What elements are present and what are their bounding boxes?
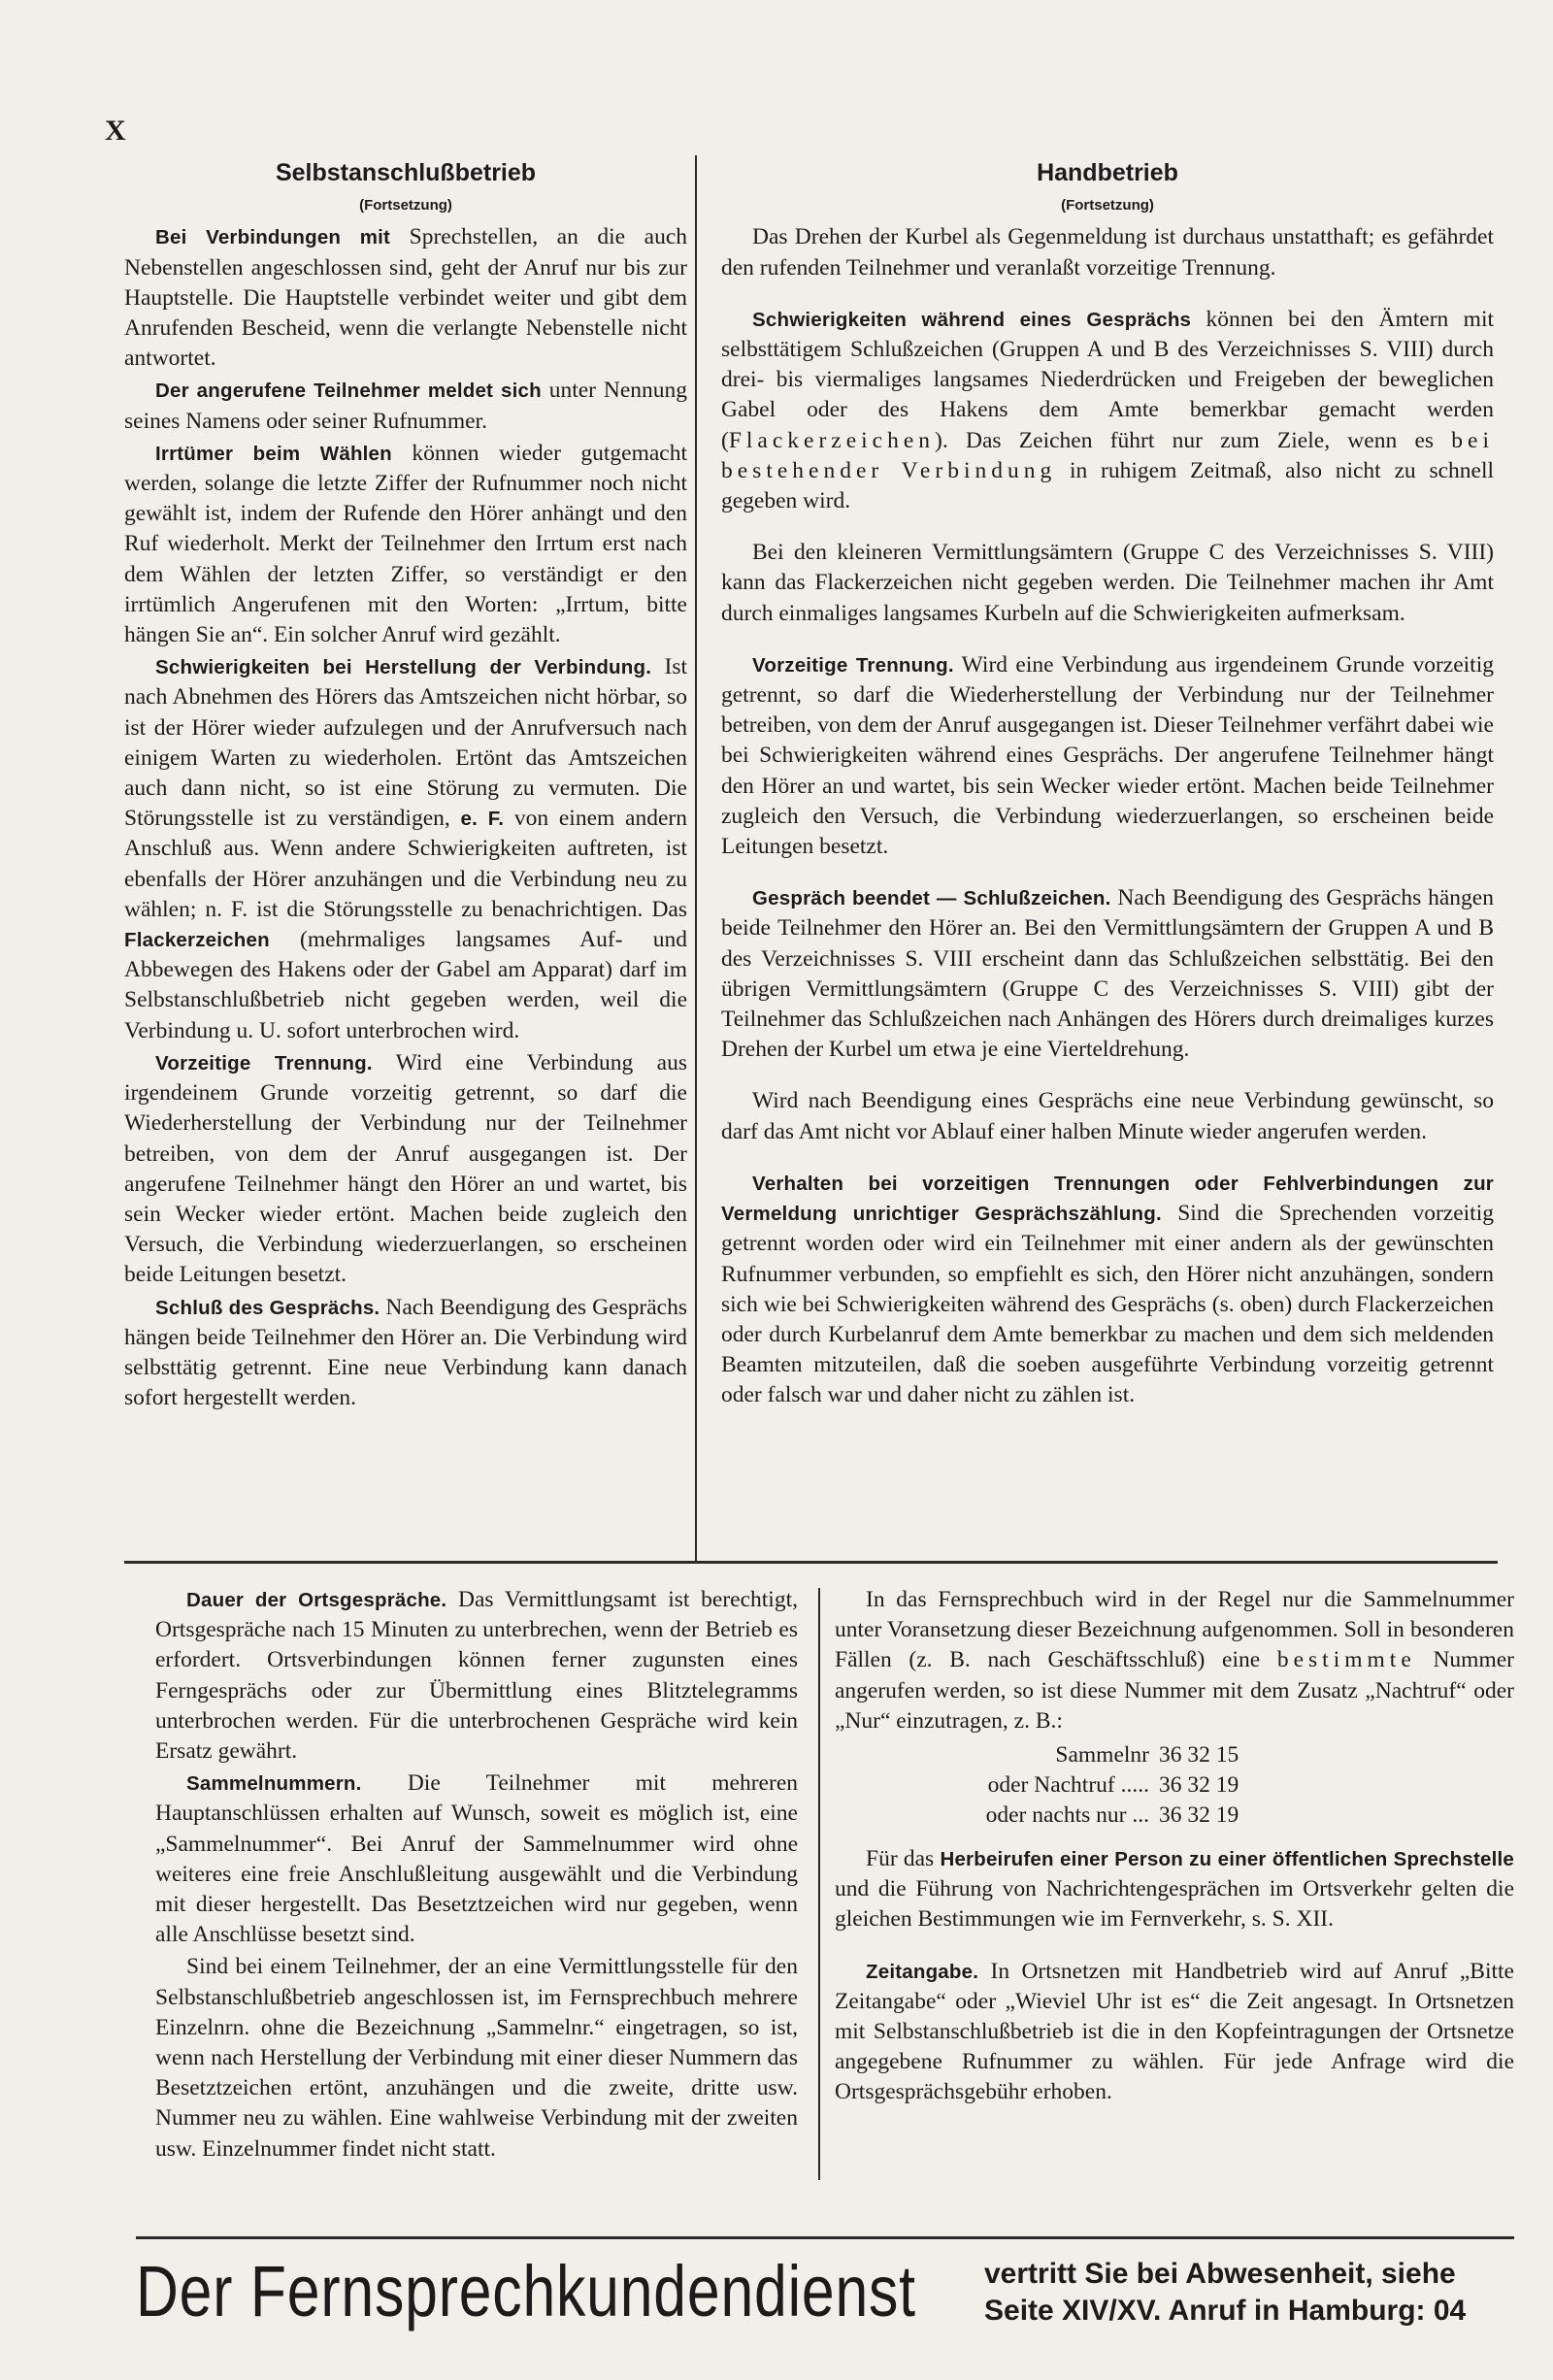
paragraph: Bei den kleineren Vermittlungsämtern (Gruppe C des Verzeichnisses S. VIII) kann das Flackerzeichen nicht gegeben werden. Die Teilnehmer machen ihr Amt durch einmaliges langsames Kurbeln auf die Schwierigkeiten aufmerksam. bbox=[721, 540, 1494, 626]
number-example-row: oder nachts nur ... 36 32 19 bbox=[985, 1802, 1239, 1829]
footer-note-line: vertritt Sie bei Abwesenheit, siehe bbox=[984, 2258, 1456, 2290]
paragraph: Wird nach Beendigung eines Gesprächs eine neue Verbindung gewünscht, so darf das Amt nicht vor Ablauf einer halben Minute wieder angerufen werden. bbox=[721, 1088, 1494, 1144]
page-number: X bbox=[105, 115, 126, 147]
column-ortsgespraeche bbox=[155, 1585, 798, 2165]
column-handbetrieb bbox=[721, 158, 1494, 1411]
paragraph: Gespräch beendet — Schlußzeichen. Nach Beendigung des Gesprächs hängen beide Teilnehmer den Hörer an. Bei den Vermittlungsämtern der Gruppen A und B des Verzeichnisses S. VIII erscheint dann das Schlußzeichen selbsttätig. Bei den übrigen Vermittlungsämtern (Gruppe C des Verzeichnisses S. VIII) gibt der Teilnehmer das Schlußzeichen nach Anhängen des Hörers durch dreimaliges kurzes Drehen der Kurbel um etwa je eine Vierteldrehung. bbox=[721, 885, 1494, 1063]
footer-note bbox=[984, 2256, 1466, 2330]
column-selbstanschluss bbox=[124, 158, 687, 1413]
section-divider bbox=[124, 1561, 1498, 1564]
column-divider bbox=[695, 155, 697, 1563]
paragraph: Schwierigkeiten bei Herstellung der Verbindung. Ist nach Abnehmen des Hörers das Amtszeichen nicht hörbar, so ist der Hörer wieder aufzulegen und der Anrufversuch nach einigem Warten zu wiederholen. Ertönt das Amtszeichen auch dann nicht, so ist eine Störung zu vermuten. Die Störungsstelle ist zu verständigen, e. F. von einem andern Anschluß aus. Wenn andere Schwierigkeiten auftreten, ist ebenfalls der Hörer anzuhängen und die Verbindung neu zu wählen; n. F. ist die Störungsstelle zu benachrichtigen. Das Flackerzeichen (mehrmaliges langsames Auf- und Abbewegen des Hakens oder der Gabel am Apparat) darf im Selbstanschlußbetrieb nicht gegeben werden, weil die Verbindung u. U. sofort unterbrochen wird. bbox=[124, 654, 688, 1043]
number-examples bbox=[835, 1740, 1514, 1831]
footer-headline: Der Fernsprechkundendienst bbox=[136, 2251, 916, 2331]
paragraph: Sammelnummern. Die Teilnehmer mit mehreren Hauptanschlüssen erhalten auf Wunsch, soweit es möglich ist, eine „Sammelnummer“. Bei Anruf der Sammelnummer wird ohne weiteres eine freie Anschlußleitung ausgewählt und die Verbindung mit dieser hergestellt. Das Besetztzeichen wird nur gegeben, wenn alle Anschlüsse besetzt sind. bbox=[155, 1770, 798, 1948]
paragraph: Schluß des Gesprächs. Nach Beendigung des Gesprächs hängen beide Teilnehmer den Hörer an. Die Verbindung wird selbsttätig getrennt. Eine neue Verbindung kann danach sofort hergestellt werden. bbox=[124, 1294, 687, 1411]
paragraph: Zeitangabe. In Ortsnetzen mit Handbetrieb wird auf Anruf „Bitte Zeitangabe“ oder „Wieviel Uhr ist es“ die Zeit angesagt. In Ortsnetzen mit Selbstanschlußbetrieb ist die in den Kopfeintragungen der Ortsnetze angegebene Rufnummer zu wählen. Für jede Anfrage wird die Ortsgesprächsgebühr erhoben. bbox=[835, 1958, 1514, 2105]
section-title: Handbetrieb bbox=[1037, 159, 1178, 186]
section-subtitle: (Fortsetzung) bbox=[359, 197, 452, 215]
paragraph: Vorzeitige Trennung. Wird eine Verbindung aus irgendeinem Grunde vorzeitig getrennt, so darf die Wiederherstellung der Verbindung nur der Teilnehmer betreiben, von dem der Anruf ausgegangen ist. Der angerufene Teilnehmer hängt den Hörer an und wartet, bis sein Wecker wieder ertönt. Machen beide zugleich den Versuch, die Verbindung wiederzuerlangen, so erscheinen beide Leitungen besetzt. bbox=[124, 1049, 687, 1288]
paragraph: In das Fernsprechbuch wird in der Regel nur die Sammelnummer unter Voransetzung dieser Bezeichnung aufgenommen. Soll in besonderen Fällen (z. B. nach Geschäftsschluß) eine bestimmte Nummer angerufen werden, so ist diese Nummer mit dem Zusatz „Nachtruf“ oder „Nur“ einzutragen, z. B.: bbox=[835, 1587, 1514, 1734]
footer-divider bbox=[136, 2236, 1514, 2239]
number-example-row: Sammelnr 36 32 15 bbox=[1055, 1742, 1239, 1768]
footer-note-line: Seite XIV/XV. Anruf in Hamburg: 04 bbox=[984, 2295, 1467, 2327]
paragraph: Irrtümer beim Wählen können wieder gutgemacht werden, solange die letzte Ziffer der Rufnummer noch nicht gewählt ist, indem der Rufende den Hörer anhängt und den Ruf wiederholt. Merkt der Teilnehmer den Irrtum erst nach dem Wählen der letzten Ziffer, so verständigt er den irrtümlich Angerufenen mit den Worten: „Irrtum, bitte hängen Sie an“. Ein solcher Anruf wird gezählt. bbox=[124, 440, 687, 648]
column-divider bbox=[818, 1588, 820, 2180]
paragraph: Der angerufene Teilnehmer meldet sich unter Nennung seines Namens oder seiner Rufnummer. bbox=[124, 378, 687, 434]
paragraph: Schwierigkeiten während eines Gesprächs können bei den Ämtern mit selbsttätigem Schlußzeichen (Gruppen A und B des Verzeichnisses S. VIII) durch drei- bis viermaliges langsames Niederdrücken und Freigeben der beweglichen Gabel oder des Hakens dem Amte bemerkbar gemacht werden (Flackerzeichen). Das Zeichen führt nur zum Ziele, wenn es bei bestehender Verbindung in ruhigem Zeitmaß, also nicht zu schnell gegeben wird. bbox=[721, 306, 1495, 514]
section-title: Selbstanschlußbetrieb bbox=[275, 159, 537, 186]
column-sammelnummer bbox=[835, 1585, 1514, 2108]
number-example-row: oder Nachtruf ..... 36 32 19 bbox=[987, 1772, 1239, 1799]
paragraph: Vorzeitige Trennung. Wird eine Verbindung aus irgendeinem Grunde vorzeitig getrennt, so darf die Wiederherstellung der Verbindung nur der Teilnehmer betreiben, von dem der Anruf ausgegangen ist. Dieser Teilnehmer verfährt dabei wie bei Schwierigkeiten während eines Gesprächs. Der angerufene Teilnehmer hängt den Hörer an und wartet, bis sein Wecker wieder ertönt. Machen beide Teilnehmer zugleich den Versuch, die Verbindung wiederzuerlangen, so erscheinen beide Leitungen besetzt. bbox=[721, 651, 1494, 860]
paragraph: Dauer der Ortsgespräche. Das Vermittlungsamt ist berechtigt, Ortsgespräche nach 15 Minuten zu unterbrechen, wenn der Betrieb es erfordert. Ortsverbindungen können ferner zugunsten eines Ferngesprächs oder zur Übermittlung eines Blitztelegramms unterbrochen werden. Für die unterbrochenen Gespräche wird kein Ersatz gewährt. bbox=[155, 1587, 798, 1765]
paragraph: Für das Herbeirufen einer Person zu einer öffentlichen Sprechstelle und die Führung von Nachrichtengesprächen im Ortsverkehr gelten die gleichen Bestimmungen wie im Fernverkehr, s. S. XII. bbox=[835, 1846, 1514, 1933]
section-subtitle: (Fortsetzung) bbox=[1061, 197, 1154, 215]
paragraph: Verhalten bei vorzeitigen Trennungen oder Fehlverbindungen zur Vermeldung unrichtiger Gesprächszählung. Sind die Sprechenden vorzeitig getrennt worden oder wird ein Teilnehmer mit einer andern als der gewünschten Rufnummer verbunden, so empfiehlt es sich, den Hörer nicht anzuhängen, sondern sich wie bei Schwierigkeiten während des Gesprächs (s. oben) durch Flackerzeichen oder durch Kurbelanruf dem Amte bemerkbar zu machen und dem sich meldenden Beamten mitzuteilen, daß die soeben ausgeführte Verbindung vorzeitig getrennt oder falsch war und daher nicht zu zählen ist. bbox=[721, 1172, 1494, 1408]
paragraph: Das Drehen der Kurbel als Gegenmeldung ist durchaus unstatthaft; es gefährdet den rufenden Teilnehmer und veranlaßt vorzeitige Trennung. bbox=[721, 224, 1494, 281]
paragraph: Sind bei einem Teilnehmer, der an eine Vermittlungsstelle für den Selbstanschlußbetrieb angeschlossen ist, im Fernsprechbuch mehrere Einzelnrn. ohne die Bezeichnung „Sammelnr.“ eingetragen, so ist, wenn nach Herstellung der Verbindung mit einer dieser Nummern das Besetztzeichen ertönt, anzuhängen und die zweite, dritte usw. Nummer neu zu wählen. Eine wahlweise Verbindung mit der zweiten usw. Einzelnummer findet nicht statt. bbox=[155, 1954, 798, 2162]
footer-banner bbox=[136, 2250, 1514, 2337]
paragraph: Bei Verbindungen mit Sprechstellen, an die auch Nebenstellen angeschlossen sind, geht der Anruf nur bis zur Hauptstelle. Die Hauptstelle verbindet weiter und gibt dem Anrufenden Bescheid, wenn die verlangte Nebenstelle nicht antwortet. bbox=[124, 224, 688, 372]
